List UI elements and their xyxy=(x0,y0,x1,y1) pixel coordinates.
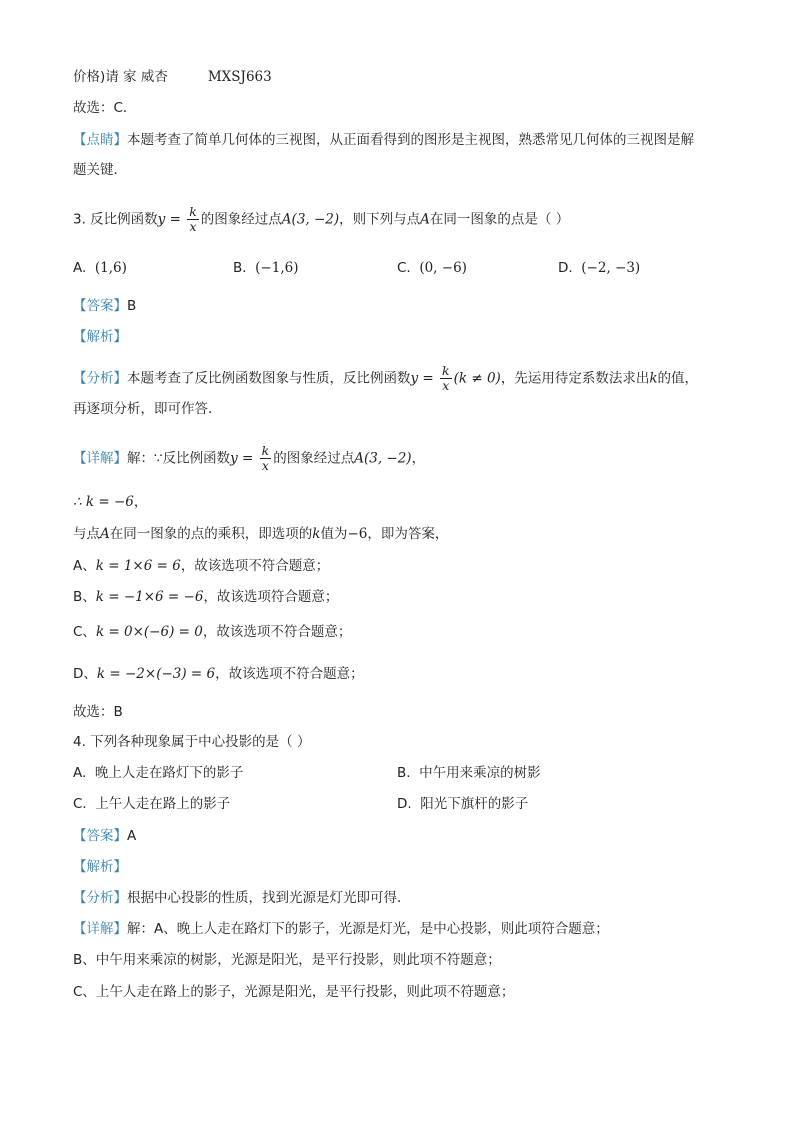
answer-tag: 【答案】 xyxy=(73,828,127,844)
fenxi-y: y xyxy=(410,370,419,387)
q3-step-c xyxy=(73,622,351,642)
q3-detail-k xyxy=(73,492,147,512)
option-label: B. xyxy=(397,765,411,781)
q3-detail-line-1 xyxy=(73,444,425,473)
q4-analysis-tag xyxy=(73,857,127,877)
analysis-tag: 【解析】 xyxy=(73,329,127,345)
detail-text-1c: ， xyxy=(411,450,426,467)
q3-step-d xyxy=(73,664,364,684)
analysis-tag: 【解析】 xyxy=(73,859,127,875)
q3-stem-eq: = xyxy=(165,211,186,228)
q3-stem xyxy=(73,205,569,234)
detail-point-a: A(3, −2) xyxy=(354,450,412,467)
step-expr: k = −2×(−3) = 6 xyxy=(96,666,216,682)
answer-value: A xyxy=(127,828,137,844)
option-text: 中午用来乘凉的树影 xyxy=(419,765,541,781)
q3-step-a xyxy=(73,556,329,576)
detail-eq: = xyxy=(237,450,258,467)
fenxi-text-1c: 的值， xyxy=(657,370,699,387)
option-label: D. xyxy=(397,796,412,812)
fenxi-eq: = xyxy=(418,370,439,387)
q4-detail-1 xyxy=(73,919,609,939)
q3-stem-end: 在同一图象的点是（ ） xyxy=(429,211,570,228)
q4-detail-2: B、中午用来乘凉的树影，光源是阳光，是平行投影，则此项不符题意； xyxy=(73,952,501,968)
option-label: D. xyxy=(558,260,573,276)
step-expr: k = 0×(−6) = 0 xyxy=(95,624,203,640)
q3-choice: 故选：B xyxy=(73,704,123,720)
answer-value: B xyxy=(127,298,137,314)
q4-stem: 4. 下列各种现象属于中心投影的是（ ） xyxy=(73,734,311,750)
detail-k: k xyxy=(312,526,321,542)
fenxi-text-1a: 本题考查了反比例函数图象与性质，反比例函数 xyxy=(127,370,411,387)
q3-analysis-tag xyxy=(73,327,127,347)
option-label: C. xyxy=(73,796,87,812)
detail-fraction xyxy=(260,444,272,473)
option-label: C. xyxy=(397,260,411,276)
q3-option-c xyxy=(397,258,467,278)
header-left: 价格)请 家 威杏 xyxy=(73,69,168,85)
detail-k-end: ， xyxy=(133,494,148,510)
fenxi-fraction xyxy=(440,364,452,393)
q3-point-letter: A xyxy=(420,211,430,228)
q3-option-b xyxy=(233,258,298,278)
q3-option-d xyxy=(558,258,640,278)
fenxi-tag: 【分析】 xyxy=(73,370,127,387)
fenxi-text: 根据中心投影的性质，找到光源是灯光即可得． xyxy=(127,890,411,906)
option-label: B. xyxy=(233,260,247,276)
q3-fenxi-line-2: 再逐项分析，即可作答． xyxy=(73,401,222,417)
comment-text-1: 本题考查了简单几何体的三视图，从正面看得到的图形是主视图，熟悉常见几何体的三视图是解 xyxy=(127,132,694,148)
detail-tag: 【详解】 xyxy=(73,921,127,937)
option-value: (−2, −3) xyxy=(581,260,641,276)
q3-fenxi-line-1 xyxy=(73,364,698,393)
frac-den: x xyxy=(442,378,450,393)
option-label: A. xyxy=(73,765,87,781)
detail-k-expr: ∴ k = −6 xyxy=(73,494,134,510)
step-label: B、 xyxy=(73,589,96,605)
q3-option-a xyxy=(73,258,127,278)
frac-num: k xyxy=(261,443,270,458)
detail-text-3e: ，即为答案， xyxy=(367,526,449,542)
detail-text-3c: 值为 xyxy=(320,526,348,542)
detail-text-3a: 与点 xyxy=(73,526,100,542)
q4-detail-3: C、上午人走在路上的影子，光源是阳光，是平行投影，则此项不符题意； xyxy=(73,984,515,1000)
q4-fenxi xyxy=(73,888,411,908)
frac-den: x xyxy=(189,219,197,234)
q4-option-c xyxy=(73,794,230,814)
option-text: 上午人走在路上的影子 xyxy=(95,796,231,812)
detail-text-1: 解：A、晚上人走在路灯下的影子，光源是灯光，是中心投影，则此项符合题意； xyxy=(127,921,609,937)
prev-comment-line-1 xyxy=(73,130,694,150)
q4-option-a xyxy=(73,763,243,783)
prev-choice: 故选：C． xyxy=(73,100,137,116)
step-label: C、 xyxy=(73,624,96,640)
option-label: A. xyxy=(73,260,87,276)
option-text: 阳光下旗杆的影子 xyxy=(420,796,529,812)
fenxi-k: k xyxy=(649,370,658,387)
detail-text-3b: 在同一图象的点的乘积，即选项的 xyxy=(109,526,313,542)
detail-text-1a: 解：∵反比例函数 xyxy=(127,450,231,467)
prev-comment-line-2: 题关键． xyxy=(73,162,127,178)
detail-neg6: −6 xyxy=(347,526,368,542)
q3-stem-y: y xyxy=(157,211,166,228)
detail-y: y xyxy=(230,450,238,467)
fenxi-condition: (k ≠ 0) xyxy=(453,370,501,387)
step-text: ，故该选项不符合题意； xyxy=(202,624,352,640)
detail-point-letter: A xyxy=(100,526,110,542)
step-label: D、 xyxy=(73,666,97,682)
detail-text-1b: 的图象经过点 xyxy=(273,450,355,467)
q4-option-b xyxy=(397,763,541,783)
header-line xyxy=(73,67,272,87)
q3-stem-mid: 的图象经过点 xyxy=(200,211,282,228)
step-label: A、 xyxy=(73,558,96,574)
comment-tag: 【点睛】 xyxy=(73,132,127,148)
fenxi-tag: 【分析】 xyxy=(73,890,127,906)
step-text: ，故该选项不符合题意； xyxy=(215,666,364,682)
q3-point-a: A(3, −2) xyxy=(281,211,340,228)
q3-answer xyxy=(73,296,136,316)
q3-stem-post: ，则下列与点 xyxy=(339,211,421,228)
option-text: 晚上人走在路灯下的影子 xyxy=(94,765,244,781)
step-expr: k = 1×6 = 6 xyxy=(95,558,181,574)
q4-option-d xyxy=(397,794,528,814)
option-value: (0, −6) xyxy=(419,260,467,276)
detail-tag: 【详解】 xyxy=(73,450,127,467)
answer-tag: 【答案】 xyxy=(73,298,127,314)
frac-num: k xyxy=(442,363,450,378)
q3-detail-line-3 xyxy=(73,524,448,544)
step-text: ，故该选项符合题意； xyxy=(203,589,339,605)
frac-den: x xyxy=(261,458,269,473)
step-text: ，故该选项不符合题意； xyxy=(180,558,330,574)
q3-fraction xyxy=(187,205,199,234)
option-value: (−1,6) xyxy=(255,260,299,276)
q4-answer xyxy=(73,826,136,846)
option-value: (1,6) xyxy=(94,260,127,276)
frac-num: k xyxy=(189,204,197,219)
step-expr: k = −1×6 = −6 xyxy=(95,589,204,605)
header-code: MXSJ663 xyxy=(207,69,272,85)
q3-stem-pre: 3. 反比例函数 xyxy=(73,211,158,228)
q3-step-b xyxy=(73,587,338,607)
fenxi-text-1b: ，先运用待定系数法求出 xyxy=(500,370,650,387)
